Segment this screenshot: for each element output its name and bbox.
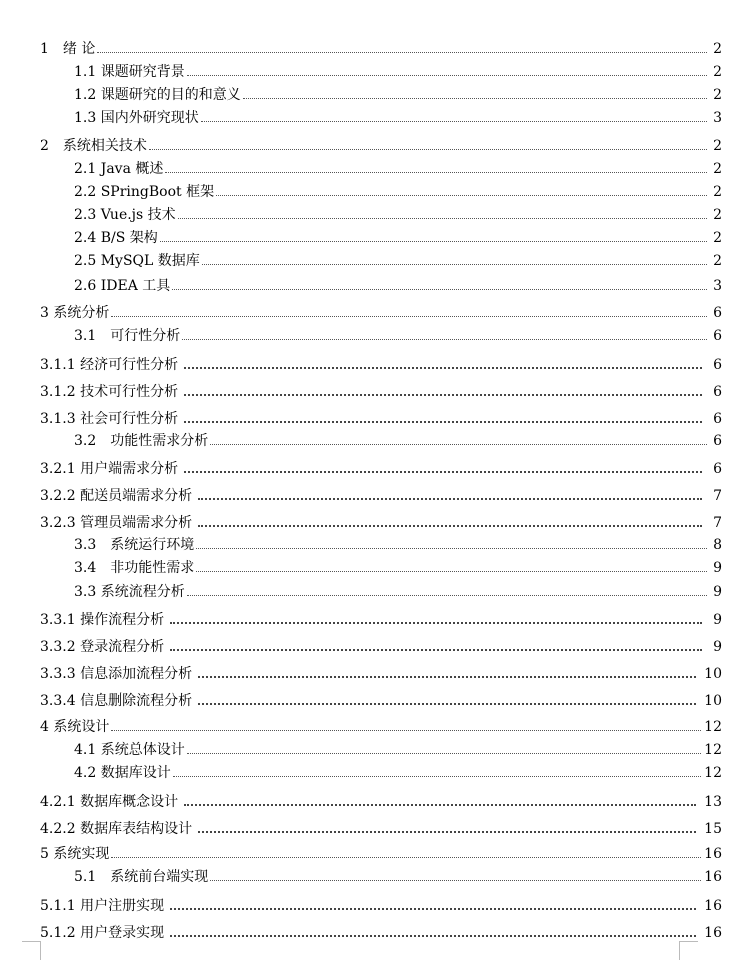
toc-entry[interactable] xyxy=(74,534,722,554)
toc-dot-leader xyxy=(210,880,701,881)
toc-entry[interactable] xyxy=(74,84,722,104)
toc-entry[interactable] xyxy=(40,381,722,401)
toc-entry-page: 16 xyxy=(704,846,722,862)
toc-dot-leader xyxy=(184,394,702,396)
toc-entry-page: 6 xyxy=(713,411,722,427)
toc-entry[interactable] xyxy=(74,430,722,450)
toc-entry[interactable] xyxy=(74,181,722,201)
toc-dot-leader xyxy=(170,935,696,937)
toc-entry[interactable] xyxy=(40,818,722,838)
toc-entry-page: 12 xyxy=(704,719,722,735)
toc-entry-page: 9 xyxy=(713,560,722,576)
toc-entry-title: 3.3 系统运行环境 xyxy=(74,537,195,553)
toc-entry[interactable] xyxy=(40,354,722,374)
toc-entry[interactable] xyxy=(74,325,722,345)
toc-entry[interactable] xyxy=(74,158,722,178)
toc-entry-title: 3 系统分析 xyxy=(40,305,110,321)
toc-entry[interactable] xyxy=(74,557,722,577)
toc-entry-title: 3.4 非功能性需求 xyxy=(74,560,195,576)
toc-entry-title: 2 系统相关技术 xyxy=(40,138,147,154)
toc-entry-page: 9 xyxy=(713,612,722,628)
toc-dot-leader xyxy=(170,649,702,651)
toc-entry-page: 6 xyxy=(713,384,722,400)
toc-dot-leader xyxy=(170,908,696,910)
toc-dot-leader xyxy=(216,195,707,196)
toc-entry[interactable] xyxy=(40,663,722,683)
toc-entry-title: 4 系统设计 xyxy=(40,719,110,735)
toc-dot-leader xyxy=(187,595,707,596)
toc-entry-page: 3 xyxy=(713,110,722,126)
toc-entry[interactable] xyxy=(40,843,722,863)
toc-dot-leader xyxy=(165,172,707,173)
toc-entry-title: 2.5 MySQL 数据库 xyxy=(74,253,200,269)
toc-dot-leader xyxy=(97,52,707,53)
toc-entry-title: 3.1 可行性分析 xyxy=(74,328,181,344)
toc-entry-page: 10 xyxy=(704,666,722,682)
toc-dot-leader xyxy=(198,498,702,500)
toc-entry-page: 10 xyxy=(704,693,722,709)
toc-dot-leader xyxy=(196,571,707,572)
toc-dot-leader xyxy=(184,471,702,473)
toc-entry[interactable] xyxy=(40,636,722,656)
toc-entry-page: 9 xyxy=(713,584,722,600)
toc-entry-page: 16 xyxy=(704,925,722,941)
toc-entry-title: 3.1.2 技术可行性分析 xyxy=(40,384,179,400)
toc-entry[interactable] xyxy=(74,739,722,759)
toc-entry-title: 3.1.1 经济可行性分析 xyxy=(40,357,179,373)
toc-entry-page: 2 xyxy=(713,184,722,200)
toc-dot-leader xyxy=(172,289,707,290)
toc-dot-leader xyxy=(149,149,707,150)
toc-entry-title: 3.3.3 信息添加流程分析 xyxy=(40,666,193,682)
toc-entry-title: 1.3 国内外研究现状 xyxy=(74,110,199,126)
toc-dot-leader xyxy=(198,703,696,705)
toc-dot-leader xyxy=(160,241,707,242)
toc-entry[interactable] xyxy=(40,485,722,505)
toc-entry-title: 3.3.2 登录流程分析 xyxy=(40,639,165,655)
toc-entry[interactable] xyxy=(74,227,722,247)
toc-dot-leader xyxy=(210,444,707,445)
toc-entry[interactable] xyxy=(40,716,722,736)
toc-dot-leader xyxy=(243,98,707,99)
toc-entry-title: 1.2 课题研究的目的和意义 xyxy=(74,87,241,103)
toc-entry-page: 6 xyxy=(713,328,722,344)
toc-entry[interactable] xyxy=(74,204,722,224)
toc-dot-leader xyxy=(184,367,702,369)
toc-dot-leader xyxy=(184,804,696,806)
toc-entry-page: 2 xyxy=(713,230,722,246)
toc-dot-leader xyxy=(196,548,707,549)
toc-entry-title: 5.1.2 用户登录实现 xyxy=(40,925,165,941)
toc-dot-leader xyxy=(178,218,707,219)
toc-entry-page: 9 xyxy=(713,639,722,655)
toc-entry-title: 1 绪 论 xyxy=(40,41,96,57)
toc-entry-page: 6 xyxy=(713,433,722,449)
toc-entry[interactable] xyxy=(40,458,722,478)
toc-entry-page: 15 xyxy=(704,821,722,837)
toc-entry-title: 4.2.2 数据库表结构设计 xyxy=(40,821,193,837)
toc-entry[interactable] xyxy=(40,302,722,322)
toc-entry[interactable] xyxy=(40,690,722,710)
toc-dot-leader xyxy=(111,730,701,731)
toc-entry[interactable] xyxy=(40,791,722,811)
toc-dot-leader xyxy=(202,264,707,265)
toc-dot-leader xyxy=(173,776,701,777)
toc-entry-page: 13 xyxy=(704,794,722,810)
toc-entry-title: 2.3 Vue.js 技术 xyxy=(74,207,176,223)
toc-entry[interactable] xyxy=(74,866,722,886)
toc-entry-page: 6 xyxy=(713,305,722,321)
toc-entry-page: 2 xyxy=(713,161,722,177)
toc-entry-title: 4.1 系统总体设计 xyxy=(74,742,185,758)
toc-entry-title: 4.2 数据库设计 xyxy=(74,765,171,781)
toc-entry-title: 5.1.1 用户注册实现 xyxy=(40,898,165,914)
toc-entry[interactable] xyxy=(40,895,722,915)
toc-entry-page: 16 xyxy=(704,898,722,914)
toc-entry-title: 2.4 B/S 架构 xyxy=(74,230,158,246)
toc-entry-title: 5.1 系统前台端实现 xyxy=(74,869,209,885)
toc-entry-title: 1.1 课题研究背景 xyxy=(74,64,185,80)
toc-entry-title: 5 系统实现 xyxy=(40,846,110,862)
toc-entry-page: 2 xyxy=(713,253,722,269)
toc-entry-page: 2 xyxy=(713,138,722,154)
toc-dot-leader xyxy=(111,316,707,317)
toc-entry-title: 3.1.3 社会可行性分析 xyxy=(40,411,179,427)
toc-entry-page: 8 xyxy=(713,537,722,553)
toc-entry-page: 6 xyxy=(713,357,722,373)
toc-entry-page: 6 xyxy=(713,461,722,477)
toc-entry[interactable] xyxy=(74,762,722,782)
toc-dot-leader xyxy=(198,676,696,678)
toc-entry-title: 3.3.4 信息删除流程分析 xyxy=(40,693,193,709)
toc-entry-title: 4.2.1 数据库概念设计 xyxy=(40,794,179,810)
toc-entry-title: 3.3 系统流程分析 xyxy=(74,584,185,600)
toc-entry-title: 2.6 IDEA 工具 xyxy=(74,278,171,294)
toc-dot-leader xyxy=(187,75,707,76)
toc-dot-leader xyxy=(187,753,701,754)
toc-entry[interactable] xyxy=(40,408,722,428)
toc-entry[interactable] xyxy=(74,275,722,295)
toc-entry-title: 3.2.1 用户端需求分析 xyxy=(40,461,179,477)
page-corner-mark-left xyxy=(22,941,41,960)
toc-entry-page: 12 xyxy=(704,765,722,781)
toc-entry[interactable] xyxy=(40,512,722,532)
toc-entry-page: 7 xyxy=(713,488,722,504)
toc-dot-leader xyxy=(111,857,701,858)
toc-dot-leader xyxy=(170,622,702,624)
toc-entry[interactable] xyxy=(74,250,722,270)
toc-entry[interactable] xyxy=(40,609,722,629)
toc-entry-title: 3.3.1 操作流程分析 xyxy=(40,612,165,628)
page-corner-mark-right xyxy=(679,941,698,960)
toc-entry-title: 3.2 功能性需求分析 xyxy=(74,433,209,449)
toc-entry[interactable] xyxy=(74,581,722,601)
toc-entry-page: 2 xyxy=(713,41,722,57)
toc-entry-title: 2.1 Java 概述 xyxy=(74,161,164,177)
toc-entry-page: 3 xyxy=(713,278,722,294)
toc-entry[interactable] xyxy=(40,38,722,58)
toc-dot-leader xyxy=(182,339,707,340)
toc-entry-page: 2 xyxy=(713,87,722,103)
toc-dot-leader xyxy=(201,121,707,122)
toc-entry[interactable] xyxy=(40,922,722,942)
toc-entry[interactable] xyxy=(74,61,722,81)
toc-dot-leader xyxy=(198,525,702,527)
toc-entry-page: 2 xyxy=(713,64,722,80)
toc-entry-title: 3.2.2 配送员端需求分析 xyxy=(40,488,193,504)
toc-entry-page: 2 xyxy=(713,207,722,223)
toc-entry-page: 12 xyxy=(704,742,722,758)
toc-entry[interactable] xyxy=(74,107,722,127)
toc-entry-title: 3.2.3 管理员端需求分析 xyxy=(40,515,193,531)
toc-dot-leader xyxy=(198,831,696,833)
toc-dot-leader xyxy=(184,421,702,423)
toc-entry-title: 2.2 SPringBoot 框架 xyxy=(74,184,215,200)
toc-entry-page: 16 xyxy=(704,869,722,885)
toc-entry[interactable] xyxy=(40,135,722,155)
toc-entry-page: 7 xyxy=(713,515,722,531)
